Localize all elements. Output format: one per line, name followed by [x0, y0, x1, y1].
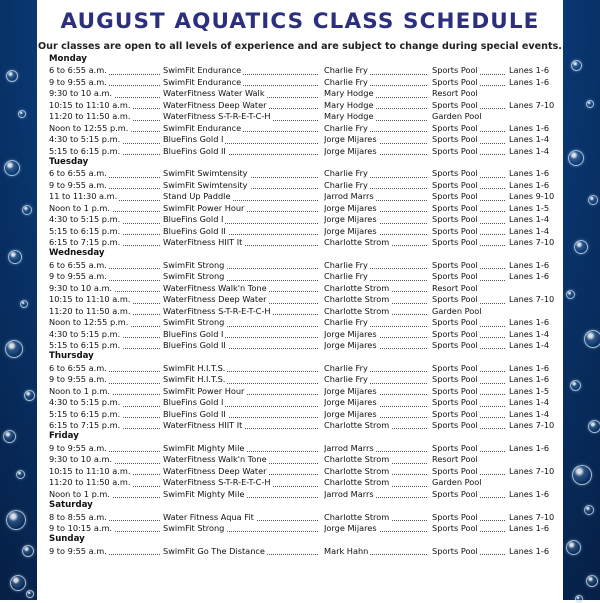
class-instructor: Charlotte Strom: [324, 465, 390, 476]
class-time: 6 to 6:55 a.m.: [49, 65, 107, 76]
class-time: 6:15 to 7:15 p.m.: [49, 237, 121, 247]
class-name: SwimFit Go The Distance: [163, 545, 265, 556]
bubble: [586, 100, 594, 108]
class-lanes: Lanes 7-10: [509, 465, 555, 476]
class-lanes: [509, 111, 511, 121]
class-lanes: Lanes 1-4: [509, 145, 550, 156]
class-location: Resort Pool: [432, 454, 478, 465]
bubble: [575, 595, 583, 603]
bubble: [588, 195, 598, 205]
bubble: [22, 545, 34, 557]
class-instructor: Jorge Mijares: [324, 145, 377, 156]
class-location: Sports Pool: [432, 442, 478, 453]
class-location: Sports Pool: [432, 339, 478, 350]
class-lanes: Lanes 1-6: [509, 488, 550, 499]
class-name: BlueFins Gold II: [163, 225, 226, 236]
schedule-row: [49, 546, 559, 557]
schedule-row: [49, 306, 559, 317]
class-name: WaterFitness S-T-R-E-T-C-H: [163, 305, 271, 316]
class-instructor: Charlotte Strom: [324, 420, 390, 430]
class-location: Sports Pool: [432, 179, 478, 190]
bubble: [26, 590, 34, 598]
class-location: Sports Pool: [432, 397, 478, 408]
class-lanes: Lanes 7-10: [509, 237, 555, 247]
class-time: 10:15 to 11:10 a.m.: [49, 294, 131, 305]
class-lanes: Lanes 1-4: [509, 134, 550, 145]
schedule-row: [49, 363, 559, 374]
schedule-row: [49, 100, 559, 111]
schedule-row: [49, 523, 559, 534]
class-instructor: Charlie Fry: [324, 362, 368, 373]
schedule-row: [49, 397, 559, 408]
class-lanes: [509, 88, 511, 98]
class-time: 10:15 to 11:10 a.m.: [49, 99, 131, 110]
bubble: [18, 110, 26, 118]
schedule-row: [49, 409, 559, 420]
class-instructor: Jorge Mijares: [324, 522, 377, 533]
schedule-row: [49, 294, 559, 305]
schedule-row: [49, 203, 559, 214]
class-instructor: Charlie Fry: [324, 122, 368, 133]
schedule-row: [49, 443, 559, 454]
class-time: 9 to 10:15 a.m.: [49, 522, 113, 533]
class-name: SwimFit Power Hour: [163, 202, 245, 213]
class-location: Sports Pool: [432, 191, 478, 202]
class-location: Sports Pool: [432, 225, 478, 236]
class-location: Sports Pool: [432, 237, 478, 247]
class-instructor: Jarrod Marrs: [324, 191, 374, 202]
class-instructor: Charlotte Strom: [324, 511, 390, 522]
class-time: 9:30 to 10 a.m.: [49, 454, 113, 465]
schedule-row: [49, 466, 559, 477]
class-lanes: Lanes 7-10: [509, 294, 555, 305]
class-time: 4:30 to 5:15 p.m.: [49, 328, 121, 339]
bubble: [584, 505, 594, 515]
class-lanes: Lanes 1-4: [509, 397, 550, 408]
schedule-row: [49, 454, 559, 465]
class-name: WaterFitness S-T-R-E-T-C-H: [163, 111, 271, 122]
schedule-row: [49, 340, 559, 351]
class-name: WaterFitness Walk'n Tone: [163, 454, 267, 465]
class-name: BlueFins Gold I: [163, 397, 224, 408]
class-instructor: Mary Hodge: [324, 111, 374, 122]
bubble: [10, 575, 26, 591]
class-location: Sports Pool: [432, 545, 478, 556]
class-lanes: Lanes 1-4: [509, 225, 550, 236]
bubble: [566, 540, 581, 555]
class-time: 5:15 to 6:15 p.m.: [49, 145, 121, 156]
class-lanes: Lanes 1-6: [509, 65, 550, 76]
schedule-row: [49, 214, 559, 225]
class-lanes: Lanes 9-10: [509, 191, 555, 202]
class-location: Sports Pool: [432, 408, 478, 419]
class-location: Sports Pool: [432, 385, 478, 396]
class-name: WaterFitness HIIT It: [163, 237, 243, 247]
class-location: Sports Pool: [432, 465, 478, 476]
class-name: SwimFit Endurance: [163, 122, 242, 133]
schedule-row: [49, 191, 559, 202]
schedule-list: [49, 54, 559, 557]
class-location: Sports Pool: [432, 65, 478, 76]
bubble: [3, 430, 16, 443]
class-location: Sports Pool: [432, 99, 478, 110]
class-name: SwimFit Endurance: [163, 76, 242, 87]
class-time: 10:15 to 11:10 a.m.: [49, 465, 131, 476]
class-lanes: Lanes 1-4: [509, 339, 550, 350]
bubble: [20, 300, 28, 308]
class-instructor: Jorge Mijares: [324, 385, 377, 396]
bubble: [588, 420, 600, 433]
class-name: SwimFit Swimtensity: [163, 168, 248, 179]
day-heading: Thursday: [49, 351, 94, 362]
class-time: 9 to 9:55 a.m.: [49, 76, 107, 87]
page-title: AUGUST AQUATICS CLASS SCHEDULE: [60, 9, 540, 34]
class-location: Sports Pool: [432, 214, 478, 225]
class-time: 5:15 to 6:15 p.m.: [49, 225, 121, 236]
schedule-row: [49, 237, 559, 248]
bubble: [6, 70, 18, 82]
class-lanes: Lanes 1-6: [509, 522, 550, 533]
class-location: Sports Pool: [432, 317, 478, 328]
class-location: Sports Pool: [432, 511, 478, 522]
day-heading: Wednesday: [49, 248, 105, 259]
class-lanes: Lanes 1-5: [509, 202, 550, 213]
class-instructor: Charlie Fry: [324, 374, 368, 385]
page-subtitle: Our classes are open to all levels of experience and are subject to change during special events.: [38, 41, 562, 52]
class-location: Sports Pool: [432, 145, 478, 156]
class-lanes: Lanes 7-10: [509, 99, 555, 110]
schedule-row: [49, 168, 559, 179]
class-lanes: [509, 477, 511, 487]
class-lanes: Lanes 1-6: [509, 271, 550, 282]
schedule-row: [49, 271, 559, 282]
class-name: SwimFit Strong: [163, 317, 225, 328]
bubble: [586, 575, 598, 587]
class-location: Sports Pool: [432, 134, 478, 145]
bubble: [22, 205, 32, 215]
class-time: 4:30 to 5:15 p.m.: [49, 134, 121, 145]
class-time: Noon to 12:55 p.m.: [49, 122, 129, 133]
class-lanes: Lanes 1-4: [509, 328, 550, 339]
class-time: 9:30 to 10 a.m.: [49, 282, 113, 293]
class-lanes: Lanes 1-6: [509, 122, 550, 133]
class-location: Sports Pool: [432, 76, 478, 87]
class-name: SwimFit Swimtensity: [163, 179, 248, 190]
schedule-row: [49, 65, 559, 76]
class-location: Sports Pool: [432, 522, 478, 533]
class-time: 8 to 8:55 a.m.: [49, 511, 107, 522]
class-instructor: Charlotte Strom: [324, 237, 390, 247]
class-lanes: Lanes 1-6: [509, 76, 550, 87]
class-time: 5:15 to 6:15 p.m.: [49, 408, 121, 419]
class-time: 9:30 to 10 a.m.: [49, 88, 113, 99]
day-heading: Friday: [49, 431, 79, 442]
class-name: WaterFitness Deep Water: [163, 99, 267, 110]
class-time: 5:15 to 6:15 p.m.: [49, 339, 121, 350]
class-instructor: Charlie Fry: [324, 259, 368, 270]
class-time: 11:20 to 11:50 a.m.: [49, 111, 131, 122]
class-instructor: Charlotte Strom: [324, 454, 390, 465]
class-time: Noon to 1 p.m.: [49, 202, 110, 213]
schedule-row: [49, 374, 559, 385]
class-lanes: Lanes 1-6: [509, 317, 550, 328]
schedule-row: [49, 329, 559, 340]
class-instructor: Charlie Fry: [324, 271, 368, 282]
class-name: BlueFins Gold I: [163, 214, 224, 225]
class-lanes: Lanes 1-6: [509, 259, 550, 270]
bubble: [574, 240, 588, 254]
class-lanes: Lanes 1-4: [509, 214, 550, 225]
class-location: Sports Pool: [432, 202, 478, 213]
schedule-row: [49, 489, 559, 500]
class-instructor: Jorge Mijares: [324, 214, 377, 225]
class-instructor: Charlie Fry: [324, 179, 368, 190]
class-name: SwimFit Mighty Mile: [163, 488, 245, 499]
class-lanes: [509, 306, 511, 316]
class-location: Sports Pool: [432, 362, 478, 373]
class-lanes: Lanes 7-10: [509, 511, 555, 522]
schedule-row: [49, 146, 559, 157]
schedule-row: [49, 512, 559, 523]
class-time: Noon to 12:55 p.m.: [49, 317, 129, 328]
class-name: SwimFit Endurance: [163, 65, 242, 76]
class-instructor: Jarrod Marrs: [324, 488, 374, 499]
schedule-row: [49, 317, 559, 328]
class-instructor: Jorge Mijares: [324, 339, 377, 350]
class-time: 4:30 to 5:15 p.m.: [49, 397, 121, 408]
schedule-row: [49, 134, 559, 145]
bubble: [571, 60, 582, 71]
class-name: SwimFit H.I.T.S.: [163, 362, 226, 373]
class-instructor: Mary Hodge: [324, 88, 374, 99]
class-instructor: Jorge Mijares: [324, 134, 377, 145]
class-name: SwimFit Strong: [163, 271, 225, 282]
class-name: SwimFit Mighty Mile: [163, 442, 245, 453]
class-instructor: Mark Hahn: [324, 545, 369, 556]
class-location: Sports Pool: [432, 259, 478, 270]
class-lanes: Lanes 1-6: [509, 179, 550, 190]
class-lanes: Lanes 1-5: [509, 385, 550, 396]
schedule-card: [37, 0, 563, 600]
class-lanes: Lanes 1-6: [509, 374, 550, 385]
class-instructor: Jarrod Marrs: [324, 442, 374, 453]
class-name: WaterFitness Walk'n Tone: [163, 282, 267, 293]
bubble: [8, 250, 22, 264]
class-instructor: Charlotte Strom: [324, 282, 390, 293]
class-location: Sports Pool: [432, 168, 478, 179]
schedule-row: [49, 477, 559, 488]
class-lanes: Lanes 1-6: [509, 442, 550, 453]
class-instructor: Mary Hodge: [324, 99, 374, 110]
class-time: 9 to 9:55 a.m.: [49, 271, 107, 282]
class-location: Resort Pool: [432, 282, 478, 293]
day-heading: Sunday: [49, 534, 85, 545]
class-instructor: Jorge Mijares: [324, 225, 377, 236]
class-time: Noon to 1 p.m.: [49, 385, 110, 396]
bubble: [6, 510, 26, 530]
class-location: Sports Pool: [432, 488, 478, 499]
class-location: Garden Pool: [432, 477, 482, 488]
class-name: WaterFitness Deep Water: [163, 294, 267, 305]
class-name: WaterFitness Water Walk: [163, 88, 265, 99]
class-time: 11 to 11:30 a.m.: [49, 191, 118, 202]
class-location: Sports Pool: [432, 374, 478, 385]
class-time: 6 to 6:55 a.m.: [49, 362, 107, 373]
class-lanes: Lanes 7-10: [509, 420, 555, 430]
day-heading: Tuesday: [49, 156, 89, 167]
class-name: SwimFit H.I.T.S.: [163, 374, 226, 385]
schedule-row: [49, 111, 559, 122]
class-name: SwimFit Strong: [163, 522, 225, 533]
bubble: [572, 465, 592, 485]
class-name: BlueFins Gold II: [163, 408, 226, 419]
class-lanes: Lanes 1-4: [509, 408, 550, 419]
class-location: Sports Pool: [432, 271, 478, 282]
class-instructor: Charlotte Strom: [324, 305, 390, 316]
class-instructor: Charlie Fry: [324, 317, 368, 328]
schedule-row: [49, 226, 559, 237]
class-location: Garden Pool: [432, 305, 482, 316]
schedule-row: [49, 260, 559, 271]
schedule-row: [49, 386, 559, 397]
class-time: 6:15 to 7:15 p.m.: [49, 420, 121, 430]
bubble: [584, 330, 600, 348]
class-instructor: Charlie Fry: [324, 168, 368, 179]
class-lanes: [509, 283, 511, 293]
class-instructor: Jorge Mijares: [324, 397, 377, 408]
class-time: Noon to 1 p.m.: [49, 488, 110, 499]
class-name: BlueFins Gold I: [163, 134, 224, 145]
bubble: [24, 390, 35, 401]
class-location: Sports Pool: [432, 420, 478, 430]
class-time: 9 to 9:55 a.m.: [49, 545, 107, 556]
class-lanes: Lanes 1-6: [509, 168, 550, 179]
class-instructor: Jorge Mijares: [324, 408, 377, 419]
class-time: 9 to 9:55 a.m.: [49, 179, 107, 190]
class-time: 11:20 to 11:50 a.m.: [49, 477, 131, 488]
schedule-row: [49, 88, 559, 99]
class-name: Water Fitness Aqua Fit: [163, 511, 254, 522]
class-time: 11:20 to 11:50 a.m.: [49, 305, 131, 316]
class-time: 6 to 6:55 a.m.: [49, 259, 107, 270]
class-instructor: Charlotte Strom: [324, 294, 390, 305]
class-location: Garden Pool: [432, 111, 482, 122]
class-instructor: Charlie Fry: [324, 76, 368, 87]
class-location: Resort Pool: [432, 88, 478, 99]
class-name: WaterFitness HIIT It: [163, 420, 243, 430]
class-time: 4:30 to 5:15 p.m.: [49, 214, 121, 225]
bubble: [4, 160, 20, 176]
schedule-row: [49, 123, 559, 134]
class-lanes: [509, 454, 511, 464]
day-heading: Saturday: [49, 500, 93, 511]
bubble: [566, 290, 575, 299]
class-lanes: Lanes 1-6: [509, 362, 550, 373]
class-name: BlueFins Gold II: [163, 339, 226, 350]
class-name: BlueFins Gold II: [163, 145, 226, 156]
class-instructor: Jorge Mijares: [324, 202, 377, 213]
class-time: 9 to 9:55 a.m.: [49, 374, 107, 385]
class-name: BlueFins Gold I: [163, 328, 224, 339]
schedule-row: [49, 420, 559, 431]
class-time: 6 to 6:55 a.m.: [49, 168, 107, 179]
class-lanes: Lanes 1-6: [509, 545, 550, 556]
class-instructor: Charlotte Strom: [324, 477, 390, 488]
class-name: SwimFit Strong: [163, 259, 225, 270]
bubble: [568, 150, 584, 166]
class-name: WaterFitness S-T-R-E-T-C-H: [163, 477, 271, 488]
class-location: Sports Pool: [432, 122, 478, 133]
day-heading: Monday: [49, 54, 87, 64]
class-location: Sports Pool: [432, 294, 478, 305]
bubble: [16, 470, 25, 479]
class-name: WaterFitness Deep Water: [163, 465, 267, 476]
bubble: [5, 340, 23, 358]
schedule-row: [49, 77, 559, 88]
schedule-row: [49, 180, 559, 191]
class-time: 9 to 9:55 a.m.: [49, 442, 107, 453]
class-instructor: Charlie Fry: [324, 65, 368, 76]
class-instructor: Jorge Mijares: [324, 328, 377, 339]
class-name: Stand Up Paddle: [163, 191, 231, 202]
bubble: [570, 380, 581, 391]
class-location: Sports Pool: [432, 328, 478, 339]
class-name: SwimFit Power Hour: [163, 385, 245, 396]
schedule-row: [49, 283, 559, 294]
